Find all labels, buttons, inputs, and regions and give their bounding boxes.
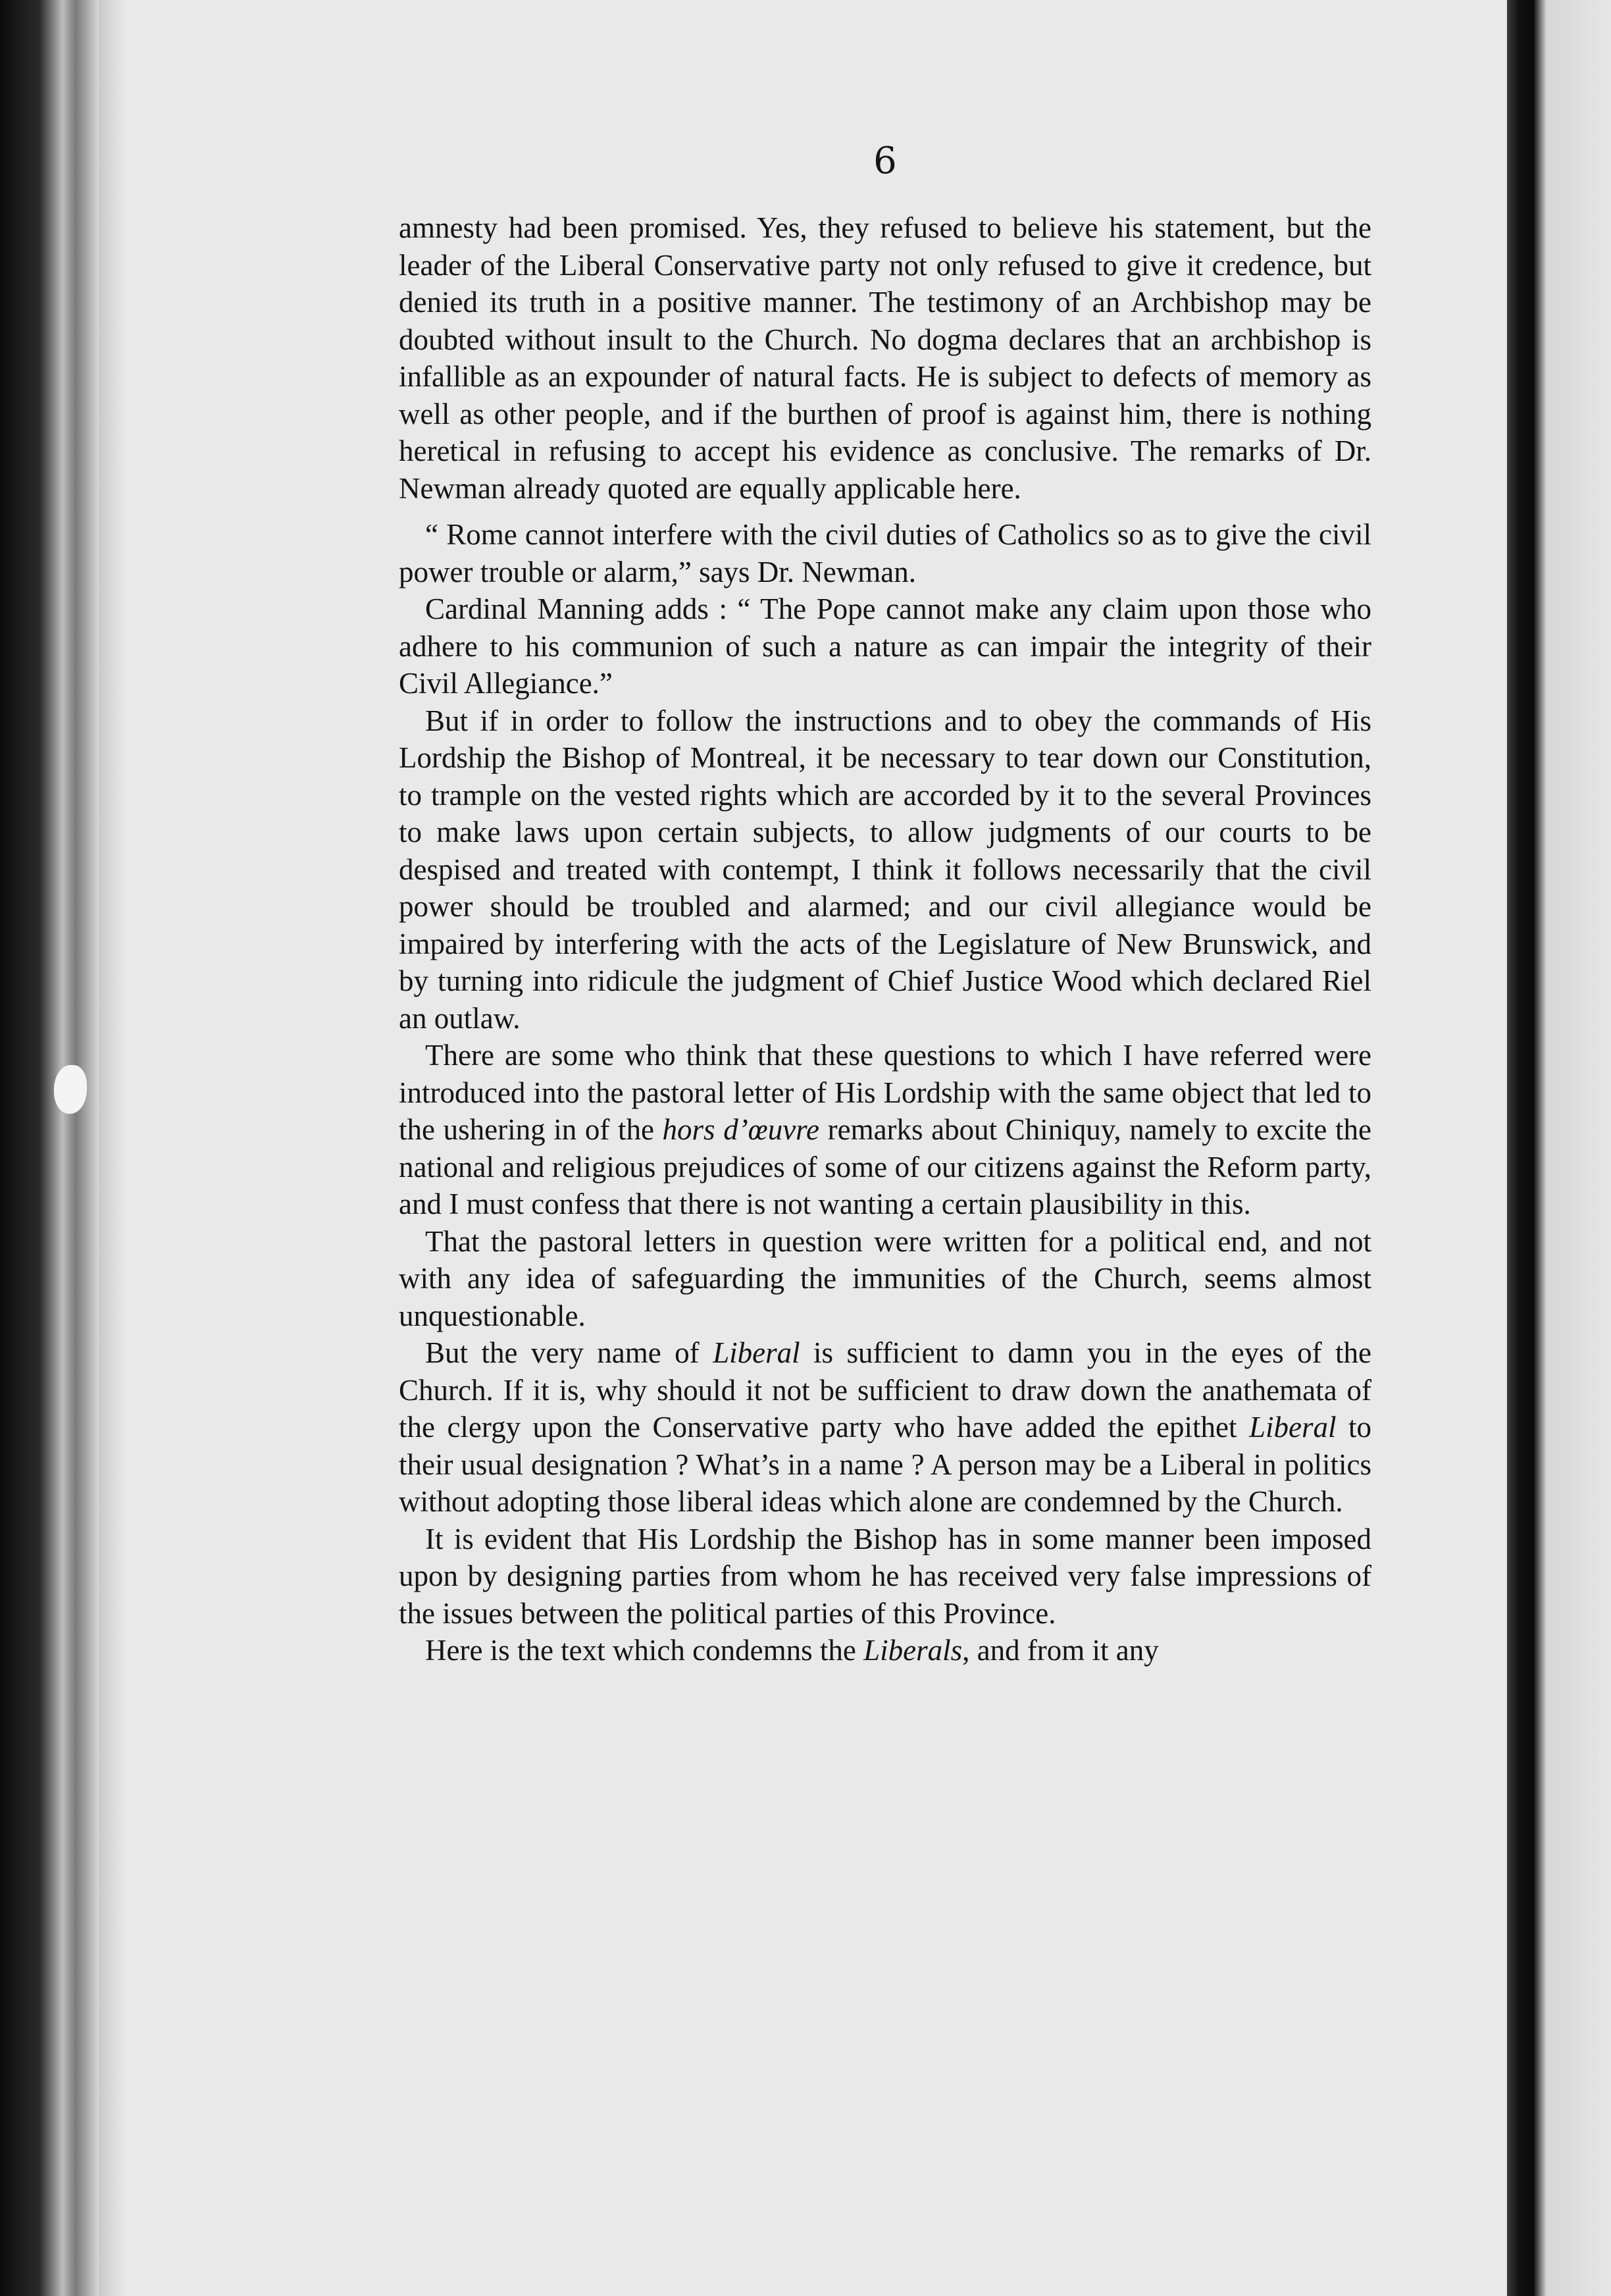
paper-blot xyxy=(54,1065,87,1114)
paragraph-text: is sufficient to damn you in the eyes of the Church. If it is, why should it not be sufficient to draw down the anathemata of the clergy upon the Conservative party who have added the epithet xyxy=(399,1336,1371,1444)
paragraph-text: Here is the text which condemns the xyxy=(425,1634,864,1667)
paragraph-text: That the pastoral letters in question were written for a political end, and not with any idea of safeguarding the immunities of the Church, seems almost unquestionable. xyxy=(399,1224,1371,1332)
paragraph xyxy=(399,1037,1371,1223)
paragraph-text: remarks about Chiniquy, namely to excite the national and religious prejudices of some of our citizens against the Reform party, and I must confess that there is not wanting a certain plausibility in this. xyxy=(399,1113,1371,1220)
paragraph xyxy=(399,1223,1371,1335)
paragraph-text: But if in order to follow the instructions and to obey the commands of His Lordship the Bishop of Montreal, it be necessary to tear down our Constitution, to trample on the vested rights which are accorded by it to the several Provinces to make laws upon certain subjects, to allow judgments of our courts to be despised and treated with contempt, I think it follows necessarily that the civil power should be troubled and alarmed; and our civil allegiance would be impaired by interfering with the acts of the Legislature of New Brunswick, and by turning into ridicule the judgment of Chief Justice Wood which declared Riel an outlaw. xyxy=(399,704,1371,1035)
paragraph xyxy=(399,209,1371,507)
paragraph-text: to their usual designation ? What’s in a name ? A person may be a Liberal in politics without adopting those liberal ideas which alone are condemned by the Church. xyxy=(399,1411,1371,1518)
paragraph-text: But the very name of xyxy=(425,1336,713,1369)
italic-text: Liberals xyxy=(863,1634,963,1667)
paragraph-text: amnesty had been promised. Yes, they refused to believe his statement, but the leader of the Liberal Conservative party not only refused to give it credence, but denied its truth in a positive manner. The testimony of an Archbishop may be doubted without insult to the Church. No dogma declares that an archbishop is infallible as an expounder of natural facts. He is subject to defects of memory as well as other people, and if the burthen of proof is against him, there is nothing heretical in refusing to accept his evidence as conclusive. The remarks of Dr. Newman already quoted are equally applicable here. xyxy=(399,211,1371,505)
italic-text: Liberal xyxy=(1248,1411,1337,1444)
paragraph-text: It is evident that His Lordship the Bishop has in some manner been imposed upon by designing parties from whom he has received very false impressions of the issues between the political parties of this Province. xyxy=(399,1522,1371,1630)
italic-text: hors d’œuvre xyxy=(662,1113,819,1146)
paragraph xyxy=(399,590,1371,702)
paragraph-text: Cardinal Manning adds : “ The Pope cannot make any claim upon those who adhere to his communion of such a nature as can impair the integrity of their Civil Allegiance.” xyxy=(399,592,1371,700)
paragraph xyxy=(399,1334,1371,1521)
left-binding-edge xyxy=(0,0,99,2296)
paragraph xyxy=(399,702,1371,1037)
gutter-shadow xyxy=(99,0,125,2296)
paragraph-text: , and from it any xyxy=(962,1634,1159,1667)
paragraph xyxy=(399,1632,1371,1669)
right-page-edge xyxy=(1507,0,1611,2296)
paragraph-text: There are some who think that these questions to which I have referred were introduced into the pastoral letter of His Lordship with the same object that led to the ushering in of the xyxy=(399,1039,1371,1146)
paragraph xyxy=(399,516,1371,590)
paragraph xyxy=(399,1521,1371,1632)
italic-text: Liberal xyxy=(713,1336,800,1369)
body-text xyxy=(399,209,1371,1669)
page-number: 6 xyxy=(873,140,897,182)
paragraph-text: “ Rome cannot interfere with the civil duties of Catholics so as to give the civil power trouble or alarm,” says Dr. Newman. xyxy=(399,518,1371,588)
